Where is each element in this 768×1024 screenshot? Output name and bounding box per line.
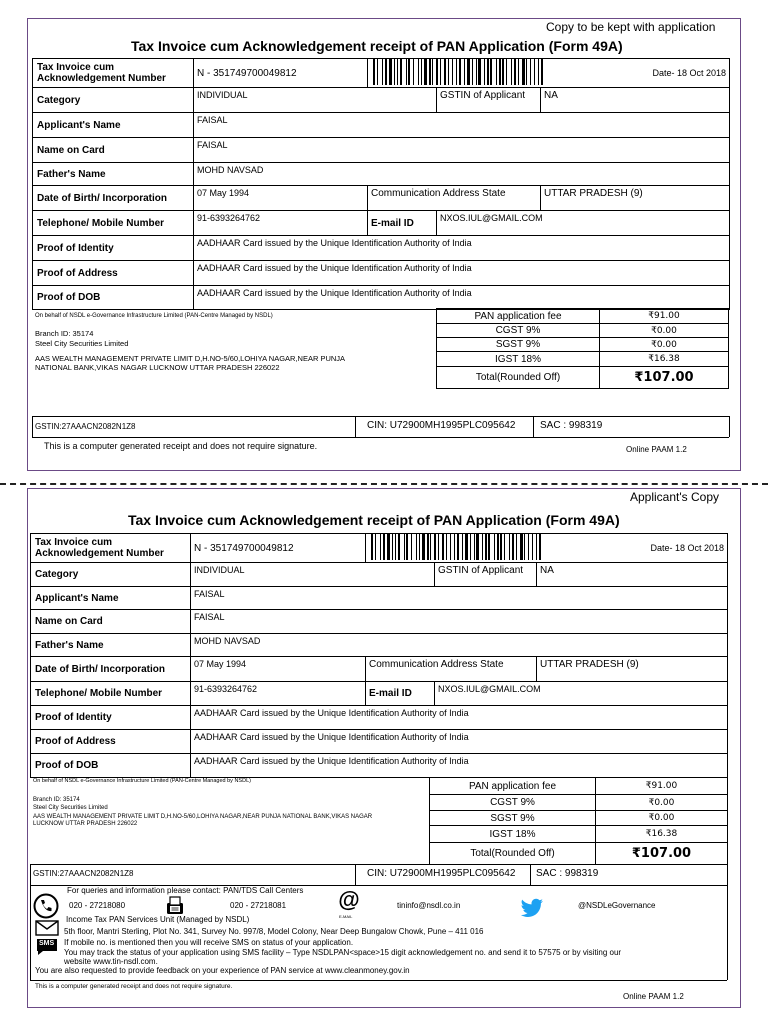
barcode-bar [536, 534, 537, 560]
barcode-bar [380, 534, 381, 560]
father-name-value: MOHD NAVSAD [194, 163, 730, 186]
barcode-bar [394, 59, 395, 85]
barcode-bar [522, 59, 525, 85]
barcode-bar [457, 534, 459, 560]
barcode-bar [444, 59, 446, 85]
barcode-bar [504, 534, 505, 560]
name-on-card-label: Name on Card [31, 610, 191, 634]
email-icon: @ [338, 887, 360, 912]
category-label: Category [31, 563, 191, 587]
igst-value: ₹16.38 [600, 352, 729, 367]
barcode-bar [520, 534, 523, 560]
barcode-bar [392, 534, 393, 560]
barcode-bar [485, 534, 487, 560]
igst-value: ₹16.38 [596, 826, 728, 843]
dob-value: 07 May 1994 [191, 657, 366, 682]
sac-code: SAC : 998319 [536, 868, 599, 879]
barcode-bar [499, 59, 501, 85]
father-name-label: Father's Name [31, 634, 191, 657]
email-value: NXOS.IUL@GMAIL.COM [435, 682, 728, 706]
footer-line [355, 416, 356, 437]
receipt-details-table [32, 58, 730, 310]
barcode-bar [397, 59, 398, 85]
applicant-name-label: Applicant's Name [33, 113, 194, 138]
barcode-bar [476, 534, 479, 560]
cgst-value: ₹0.00 [600, 324, 729, 338]
sgst-label: SGST 9% [430, 811, 596, 826]
cgst-label: CGST 9% [430, 795, 596, 811]
barcode-bar [478, 59, 481, 85]
fee-value: ₹91.00 [596, 778, 728, 795]
barcode [368, 59, 603, 88]
name-on-card-value: FAISAL [191, 610, 728, 634]
barcode-bar [497, 534, 499, 560]
comm-state-value: UTTAR PRADESH (9) [541, 186, 730, 211]
mail-envelope-icon [35, 920, 59, 936]
branch-address-line-1: AAS WEALTH MANAGEMENT PRIVATE LIMIT D,H.NO-5/60,LOHIYA NAGAR,NEAR PUNJA NATIONAL BANK,VIKAS NAGAR [33, 814, 373, 820]
footer-line [30, 864, 727, 865]
barcode-bar [387, 534, 390, 560]
call-center-phone-1: 020 - 27218080 [69, 901, 126, 910]
barcode-bar [524, 534, 525, 560]
barcode-bar [464, 59, 465, 85]
barcode-bar [502, 59, 504, 85]
barcode-bar [494, 534, 495, 560]
poi-label: Proof of Identity [31, 706, 191, 730]
total-value: ₹107.00 [600, 367, 729, 389]
feedback-note: You are also requested to provide feedback on your experience of PAN service at www.cleanmoney.gov.in [35, 966, 410, 975]
barcode-bar [509, 534, 510, 560]
barcode-bar [456, 59, 457, 85]
barcode-bar [526, 59, 527, 85]
version-label: Online PAAM 1.2 [623, 992, 684, 1001]
receipt-details-table [30, 533, 728, 778]
barcode-bar [383, 534, 385, 560]
email-icon-label: E-MAIL [339, 914, 353, 919]
barcode-bar [406, 534, 408, 560]
fax-icon [165, 896, 185, 916]
barcode-bar [377, 59, 378, 85]
barcode-bar [484, 59, 485, 85]
contact-email: tininfo@nsdl.co.in [397, 901, 461, 910]
cgst-value: ₹0.00 [596, 795, 728, 811]
total-value: ₹107.00 [596, 843, 728, 865]
pod-label: Proof of DOB [31, 754, 191, 778]
fee-label: PAN application fee [430, 778, 596, 795]
document-title: Tax Invoice cum Acknowledgement receipt of PAN Application (Form 49A) [128, 512, 620, 528]
barcode-bar [422, 534, 425, 560]
barcode-bar [371, 534, 373, 560]
comm-state-label: Communication Address State [366, 657, 537, 682]
barcode-bar [389, 59, 392, 85]
father-name-value: MOHD NAVSAD [191, 634, 728, 657]
pan-services-unit: Income Tax PAN Services Unit (Managed by NSDL) [66, 915, 250, 924]
branch-address-line-2: LUCKNOW UTTAR PRADESH 226022 [33, 821, 138, 827]
barcode-bar [398, 534, 400, 560]
pan-services-address: 5th floor, Mantri Sterling, Plot No. 341, Survey No. 997/8, Model Colony, Near Deep Bungalow Chowk, Pune – 411 016 [64, 927, 484, 936]
twitter-icon [520, 898, 544, 918]
barcode-bar [395, 534, 396, 560]
footer-line [32, 437, 729, 438]
barcode-bar [532, 534, 533, 560]
barcode-bar [487, 59, 489, 85]
barcode-bar [434, 534, 436, 560]
barcode-bar [373, 59, 375, 85]
barcode-bar [496, 59, 497, 85]
barcode-bar [406, 59, 407, 85]
dob-label: Date of Birth/ Incorporation [31, 657, 191, 682]
barcode-bar [421, 59, 422, 85]
copy-note: Applicant's Copy [630, 490, 720, 504]
receipt-date: Date- 18 Oct 2018 [601, 534, 728, 563]
footer-line [32, 416, 33, 437]
total-label: Total(Rounded Off) [430, 843, 596, 865]
email-value: NXOS.IUL@GMAIL.COM [437, 211, 730, 236]
total-label: Total(Rounded Off) [437, 367, 600, 389]
gstin-nsdl: GSTIN:27AAACN2082N1Z8 [35, 422, 136, 431]
sgst-label: SGST 9% [437, 338, 600, 352]
gstin-applicant-value: NA [541, 88, 730, 113]
dob-value: 07 May 1994 [194, 186, 368, 211]
footer-line [355, 864, 356, 885]
barcode-bar [440, 59, 441, 85]
footer-line [729, 416, 730, 437]
sms-info-line-2: You may track the status of your application using SMS facility – Type NSDLPAN<space>15 digit acknowledgement no. and send it to 57575 or by visiting our [64, 948, 622, 957]
fee-table [429, 777, 728, 865]
cgst-label: CGST 9% [437, 324, 600, 338]
barcode-bar [448, 59, 449, 85]
phone-label: Telephone/ Mobile Number [31, 682, 191, 706]
barcode-bar [419, 534, 420, 560]
sms-info-line-1: If mobile no. is mentioned then you will receive SMS on status of your application. [64, 938, 354, 947]
comm-state-value: UTTAR PRADESH (9) [537, 657, 728, 682]
email-label: E-mail ID [366, 682, 435, 706]
branch-id: Branch ID: 35174 [35, 329, 94, 338]
footer-line [727, 864, 728, 980]
ack-number: N - 351749700049812 [194, 59, 368, 88]
computer-generated-note: This is a computer generated receipt and does not require signature. [35, 983, 233, 990]
barcode-bar [516, 534, 517, 560]
footer-line [30, 864, 31, 980]
ack-number: N - 351749700049812 [191, 534, 366, 563]
barcode-bar [438, 534, 439, 560]
applicant-name-value: FAISAL [194, 113, 730, 138]
barcode-bar [452, 59, 453, 85]
barcode-bar [506, 59, 507, 85]
category-label: Category [33, 88, 194, 113]
fee-value: ₹91.00 [600, 309, 729, 324]
phone-icon [33, 893, 59, 919]
barcode-bar [442, 534, 444, 560]
barcode-bar [518, 59, 519, 85]
on-behalf-text: On behalf of NSDL e-Governance Infrastructure Limited (PAN-Centre Managed by NSDL) [35, 313, 273, 319]
pod-value: AADHAAR Card issued by the Unique Identification Authority of India [194, 286, 730, 310]
barcode-bar [500, 534, 502, 560]
cin-number: CIN: U72900MH1995PLC095642 [367, 420, 516, 431]
barcode-bar [418, 59, 419, 85]
footer-line [30, 980, 727, 981]
name-on-card-label: Name on Card [33, 138, 194, 163]
barcode-bar [476, 59, 477, 85]
barcode-bar [465, 534, 468, 560]
barcode-graphic [369, 534, 594, 560]
barcode-bar [454, 534, 455, 560]
poa-label: Proof of Address [31, 730, 191, 754]
pod-value: AADHAAR Card issued by the Unique Identification Authority of India [191, 754, 728, 778]
sac-code: SAC : 998319 [540, 420, 603, 431]
barcode-bar [474, 534, 475, 560]
fee-table [436, 308, 729, 389]
barcode-bar [488, 534, 490, 560]
name-on-card-value: FAISAL [194, 138, 730, 163]
phone-value: 91-6393264762 [191, 682, 366, 706]
barcode-bar [490, 59, 492, 85]
dob-label: Date of Birth/ Incorporation [33, 186, 194, 211]
barcode-bar [411, 534, 412, 560]
barcode-bar [534, 59, 535, 85]
gstin-nsdl: GSTIN:27AAACN2082N1Z8 [33, 869, 134, 878]
queries-note: For queries and information please contact: PAN/TDS Call Centers [67, 886, 304, 895]
pod-label: Proof of DOB [33, 286, 194, 310]
sms-info-line-3: website www.tin-nsdl.com. [64, 957, 158, 966]
barcode-bar [462, 534, 463, 560]
poa-value: AADHAAR Card issued by the Unique Identification Authority of India [191, 730, 728, 754]
gstin-applicant-label: GSTIN of Applicant [437, 88, 541, 113]
document-title: Tax Invoice cum Acknowledgement receipt of PAN Application (Form 49A) [131, 38, 623, 54]
cin-number: CIN: U72900MH1995PLC095642 [367, 868, 516, 879]
phone-label: Telephone/ Mobile Number [33, 211, 194, 236]
sgst-value: ₹0.00 [596, 811, 728, 826]
sms-icon-label: SMS [39, 940, 55, 947]
igst-label: IGST 18% [430, 826, 596, 843]
barcode-bar [530, 59, 531, 85]
poi-label: Proof of Identity [33, 236, 194, 261]
barcode-graphic [371, 59, 596, 85]
branch-id: Branch ID: 35174 [33, 797, 80, 803]
branch-address-line-1: AAS WEALTH MANAGEMENT PRIVATE LIMIT D,H.NO-5/60,LOHIYA NAGAR,NEAR PUNJA [35, 354, 346, 363]
phone-value: 91-6393264762 [194, 211, 368, 236]
cut-line [0, 483, 768, 485]
comm-state-label: Communication Address State [368, 186, 541, 211]
footer-line [533, 416, 534, 437]
twitter-handle: @NSDLeGovernance [578, 901, 656, 910]
barcode-bar [539, 534, 541, 560]
barcode-bar [538, 59, 539, 85]
barcode-bar [430, 534, 431, 560]
barcode-bar [511, 59, 512, 85]
barcode [366, 534, 601, 563]
barcode-bar [404, 534, 405, 560]
computer-generated-note: This is a computer generated receipt and does not require signature. [44, 441, 318, 451]
barcode-bar [467, 59, 470, 85]
barcode-bar [408, 59, 410, 85]
barcode-bar [482, 534, 483, 560]
barcode-bar [436, 59, 438, 85]
barcode-bar [416, 534, 417, 560]
copy-note: Copy to be kept with application [546, 20, 716, 34]
applicant-name-value: FAISAL [191, 587, 728, 610]
poa-label: Proof of Address [33, 261, 194, 286]
gstin-applicant-value: NA [537, 563, 728, 587]
applicant-name-label: Applicant's Name [31, 587, 191, 610]
barcode-bar [528, 534, 529, 560]
receipt-date: Date- 18 Oct 2018 [603, 59, 730, 88]
sgst-value: ₹0.00 [600, 338, 729, 352]
version-label: Online PAAM 1.2 [626, 445, 687, 454]
igst-label: IGST 18% [437, 352, 600, 367]
father-name-label: Father's Name [33, 163, 194, 186]
barcode-bar [375, 534, 376, 560]
barcode-bar [541, 59, 543, 85]
barcode-bar [472, 59, 473, 85]
footer-line [32, 416, 729, 417]
barcode-bar [413, 59, 414, 85]
barcode-bar [470, 534, 471, 560]
barcode-bar [400, 59, 402, 85]
poi-value: AADHAAR Card issued by the Unique Identification Authority of India [194, 236, 730, 261]
call-center-phone-2: 020 - 27218081 [230, 901, 287, 910]
category-value: INDIVIDUAL [194, 88, 437, 113]
barcode-bar [385, 59, 387, 85]
barcode-bar [514, 59, 516, 85]
barcode-bar [424, 59, 427, 85]
ack-number-label: Tax Invoice cum Acknowledgement Number [33, 59, 194, 88]
barcode-bar [382, 59, 383, 85]
fee-label: PAN application fee [437, 309, 600, 324]
barcode-bar [429, 59, 431, 85]
poi-value: AADHAAR Card issued by the Unique Identification Authority of India [191, 706, 728, 730]
barcode-bar [427, 534, 429, 560]
barcode-bar [459, 59, 461, 85]
gstin-applicant-label: GSTIN of Applicant [435, 563, 537, 587]
on-behalf-text: On behalf of NSDL e-Governance Infrastructure Limited (PAN-Centre Managed by NSDL) [33, 778, 251, 784]
category-value: INDIVIDUAL [191, 563, 435, 587]
footer-line [530, 864, 531, 885]
branch-address-line-2: NATIONAL BANK,VIKAS NAGAR LUCKNOW UTTAR PRADESH 226022 [35, 363, 280, 372]
branch-name: Steel City Securities Limited [33, 805, 108, 811]
barcode-bar [512, 534, 514, 560]
branch-name: Steel City Securities Limited [35, 339, 129, 348]
barcode-bar [446, 534, 447, 560]
poa-value: AADHAAR Card issued by the Unique Identification Authority of India [194, 261, 730, 286]
barcode-bar [432, 59, 433, 85]
ack-number-label: Tax Invoice cum Acknowledgement Number [31, 534, 191, 563]
barcode-bar [450, 534, 451, 560]
email-label: E-mail ID [368, 211, 437, 236]
